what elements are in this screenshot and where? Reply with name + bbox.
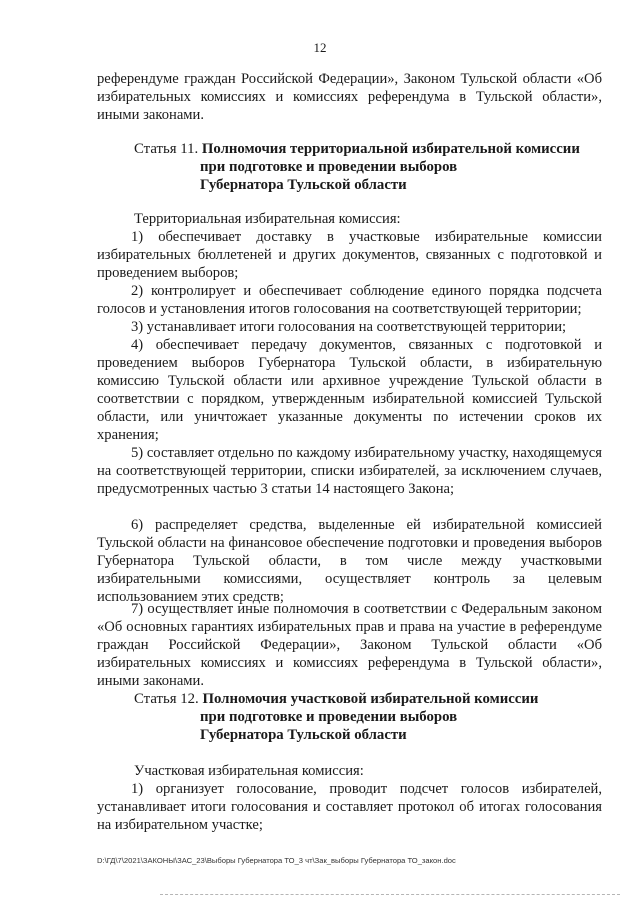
article-11-heading (134, 140, 604, 194)
article-12-title-line1: Полномочия участковой избирательной комиссии (202, 691, 539, 707)
page-number: 12 (313, 40, 327, 55)
article-12-title-line3: Губернатора Тульской области (200, 727, 407, 743)
article-11-item-5: 5) составляет отдельно по каждому избирательному участку, находящемуся на соответствующей территории, списки избирателей, за исключением случаев, предусмотренных частью 3 статьи 14 настоящего Закона; (97, 445, 602, 497)
article-12-item-1: 1) организует голосование, проводит подсчет голосов избирателей, устанавливает итоги голосования и составляет протокол об итогах голосования на избирательном участке; (97, 781, 602, 833)
article-11-title-line2: при подготовке и проведении выборов (200, 159, 458, 175)
article-11-item-4: 4) обеспечивает передачу документов, связанных с подготовкой и проведением выборов Губернатора Тульской области, в избирательную комиссию Тульской области или архивное учреждение Тульской области в соответствии с порядком, утвержденным избирательной комиссией Тульской области, или уничтожает указанные документы по истечении сроков их хранения; (97, 337, 602, 443)
article-11-number: Статья 11. (134, 141, 199, 157)
article-11-title-line1: Полномочия территориальной избирательной комиссии (201, 141, 580, 157)
article-12-title-line2: при подготовке и проведении выборов (200, 709, 458, 725)
article-11-item-6: 6) распределяет средства, выделенные ей избирательной комиссией Тульской области на финансовое обеспечение подготовки и проведения выборов Губернатора Тульской области, в том числе между участковыми избирательными комиссиями, осуществляет контроль за целевым использованием этих средств; (97, 517, 602, 605)
article-11-item-1: 1) обеспечивает доставку в участковые избирательные комиссии избирательных бюллетеней и других документов, связанных с подготовкой и проведением выборов; (97, 229, 602, 281)
file-path-footer: D:\ГД\7\2021\ЗАКОНЫ\ЗАС_23\Выборы Губернатора ТО_3 чт\Зак_выборы Губернатора ТО_закон.doc (97, 856, 456, 865)
article-11-item-2: 2) контролирует и обеспечивает соблюдение единого порядка подсчета голосов и установления итогов голосования на соответствующей территории; (97, 283, 602, 317)
article-12-number: Статья 12. (134, 691, 199, 707)
article-12-heading (134, 690, 604, 744)
article-11-item-7: 7) осуществляет иные полномочия в соответствии с Федеральным законом «Об основных гарантиях избирательных прав и права на участие в референдуме граждан Российской Федерации», Законом Тульской области «Об избирательных комиссиях и комиссиях референдума в Тульской области», иными законами. (97, 601, 602, 689)
article-11-item-3: 3) устанавливает итоги голосования на соответствующей территории; (131, 319, 567, 335)
article-12-lead: Участковая избирательная комиссия: (134, 763, 364, 779)
scan-artifact-line (160, 894, 620, 897)
intro-paragraph: референдуме граждан Российской Федерации», Законом Тульской области «Об избирательных комиссиях и комиссиях референдума в Тульской области», иными законами. (97, 71, 602, 123)
article-11-lead: Территориальная избирательная комиссия: (134, 211, 401, 227)
article-11-title-line3: Губернатора Тульской области (200, 177, 407, 193)
